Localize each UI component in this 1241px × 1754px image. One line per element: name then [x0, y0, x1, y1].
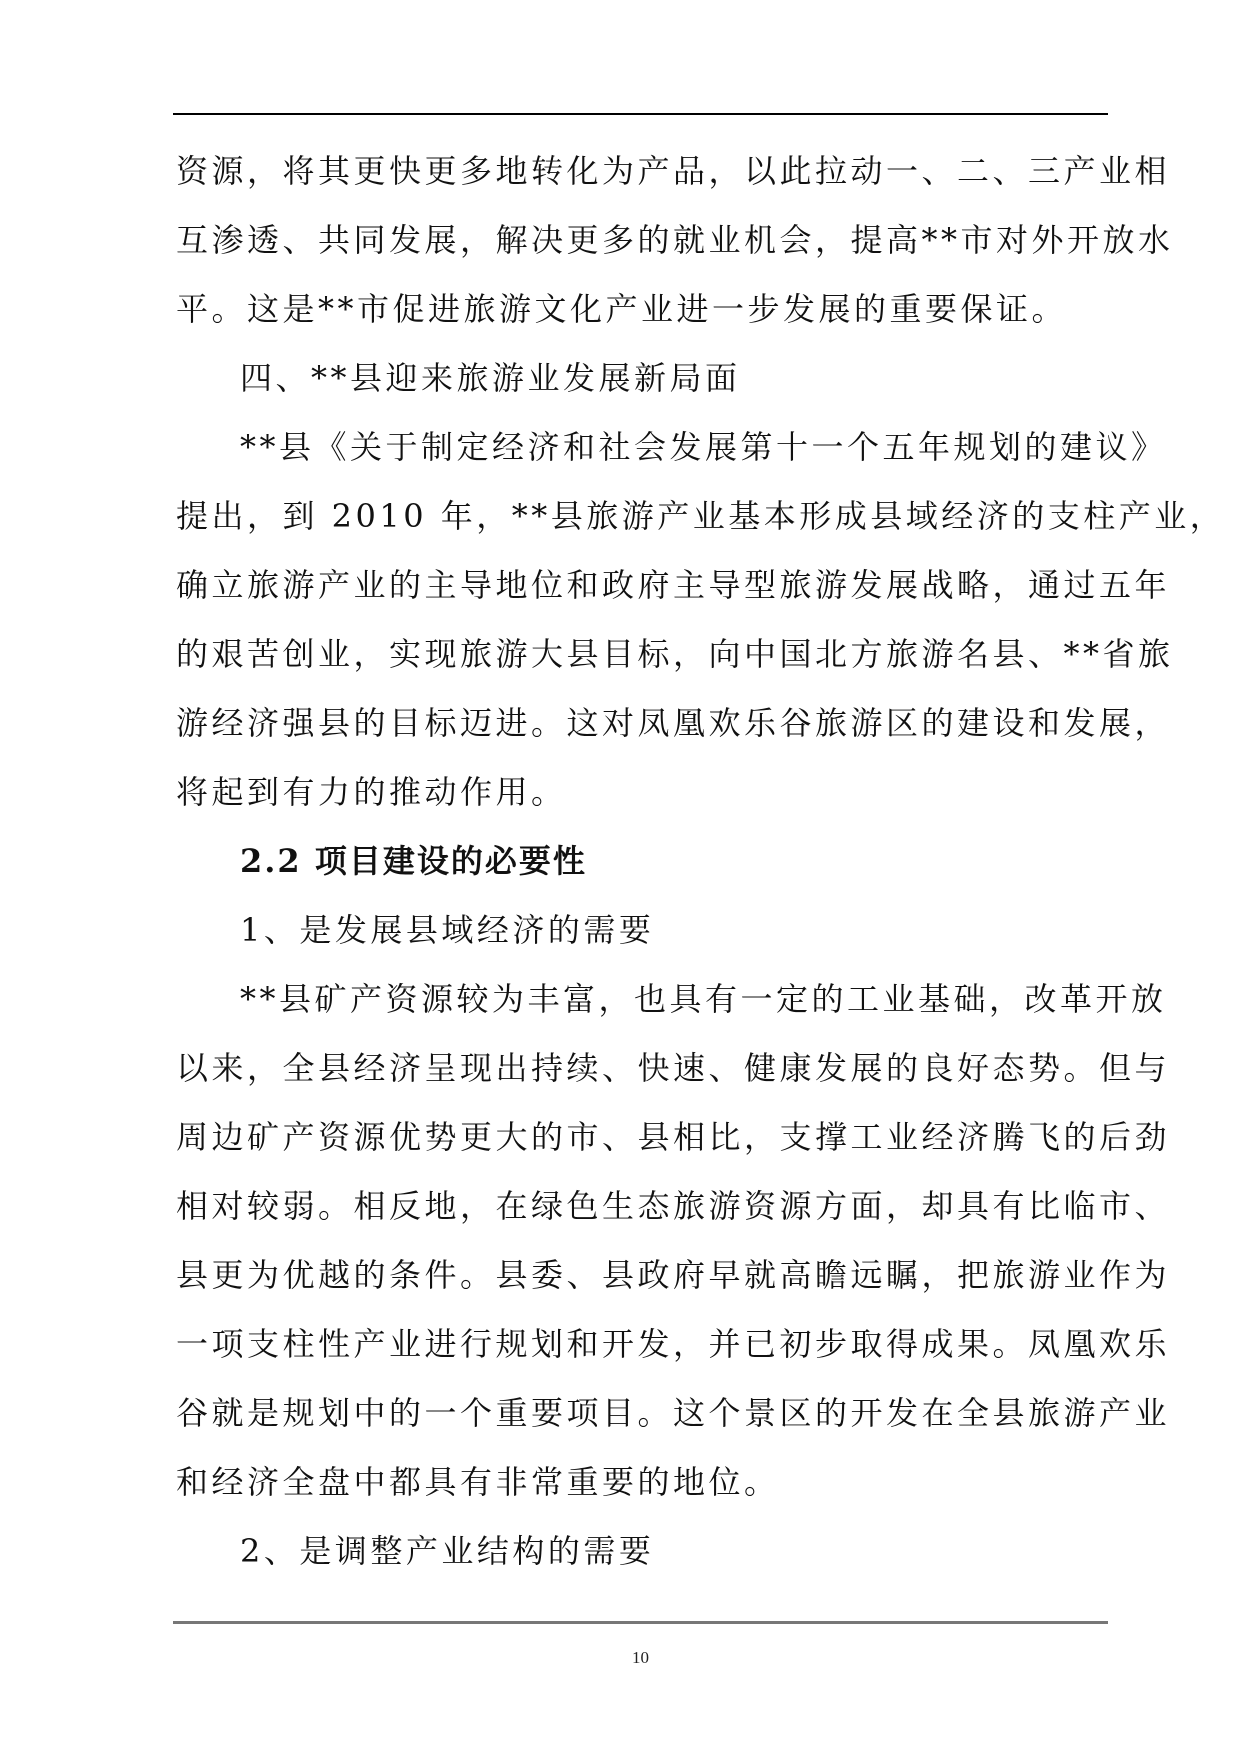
- section-heading: 2.2 项目建设的必要性: [240, 842, 587, 880]
- section-subheading: 1、是发展县域经济的需要: [240, 911, 655, 949]
- body-line: 以来，全县经济呈现出持续、快速、健康发展的良好态势。但与: [176, 1049, 1171, 1087]
- document-body: [176, 137, 1226, 1586]
- section-subheading: 四、**县迎来旅游业发展新局面: [240, 359, 741, 397]
- body-line: 确立旅游产业的主导地位和政府主导型旅游发展战略，通过五年: [176, 566, 1171, 604]
- header-rule: [173, 113, 1108, 115]
- body-line: 县更为优越的条件。县委、县政府早就高瞻远瞩，把旅游业作为: [176, 1256, 1171, 1294]
- body-line: 互渗透、共同发展，解决更多的就业机会，提高**市对外开放水: [176, 221, 1174, 259]
- body-line: 平。这是**市促进旅游文化产业进一步发展的重要保证。: [176, 290, 1068, 328]
- body-line: 谷就是规划中的一个重要项目。这个景区的开发在全县旅游产业: [176, 1394, 1171, 1432]
- paragraph-first-line: **县矿产资源较为丰富，也具有一定的工业基础，改革开放: [240, 980, 1167, 1018]
- body-line: 游经济强县的目标迈进。这对凤凰欢乐谷旅游区的建设和发展，: [176, 704, 1171, 742]
- page-number: 10: [632, 1648, 649, 1667]
- body-line: 周边矿产资源优势更大的市、县相比，支撑工业经济腾飞的后劲: [176, 1118, 1171, 1156]
- body-line: 资源，将其更快更多地转化为产品，以此拉动一、二、三产业相: [176, 152, 1171, 190]
- body-line: 和经济全盘中都具有非常重要的地位。: [176, 1463, 780, 1501]
- body-line: 一项支柱性产业进行规划和开发，并已初步取得成果。凤凰欢乐: [176, 1325, 1171, 1363]
- footer-rule: [173, 1621, 1108, 1624]
- section-subheading: 2、是调整产业结构的需要: [240, 1532, 655, 1570]
- body-line: 的艰苦创业，实现旅游大县目标，向中国北方旅游名县、**省旅: [176, 635, 1174, 673]
- body-line: 相对较弱。相反地，在绿色生态旅游资源方面，却具有比临市、: [176, 1187, 1171, 1225]
- body-line: 提出，到 2010 年，**县旅游产业基本形成县域经济的支柱产业，: [176, 497, 1226, 535]
- paragraph-first-line: **县《关于制定经济和社会发展第十一个五年规划的建议》: [240, 428, 1167, 466]
- body-line: 将起到有力的推动作用。: [176, 773, 567, 811]
